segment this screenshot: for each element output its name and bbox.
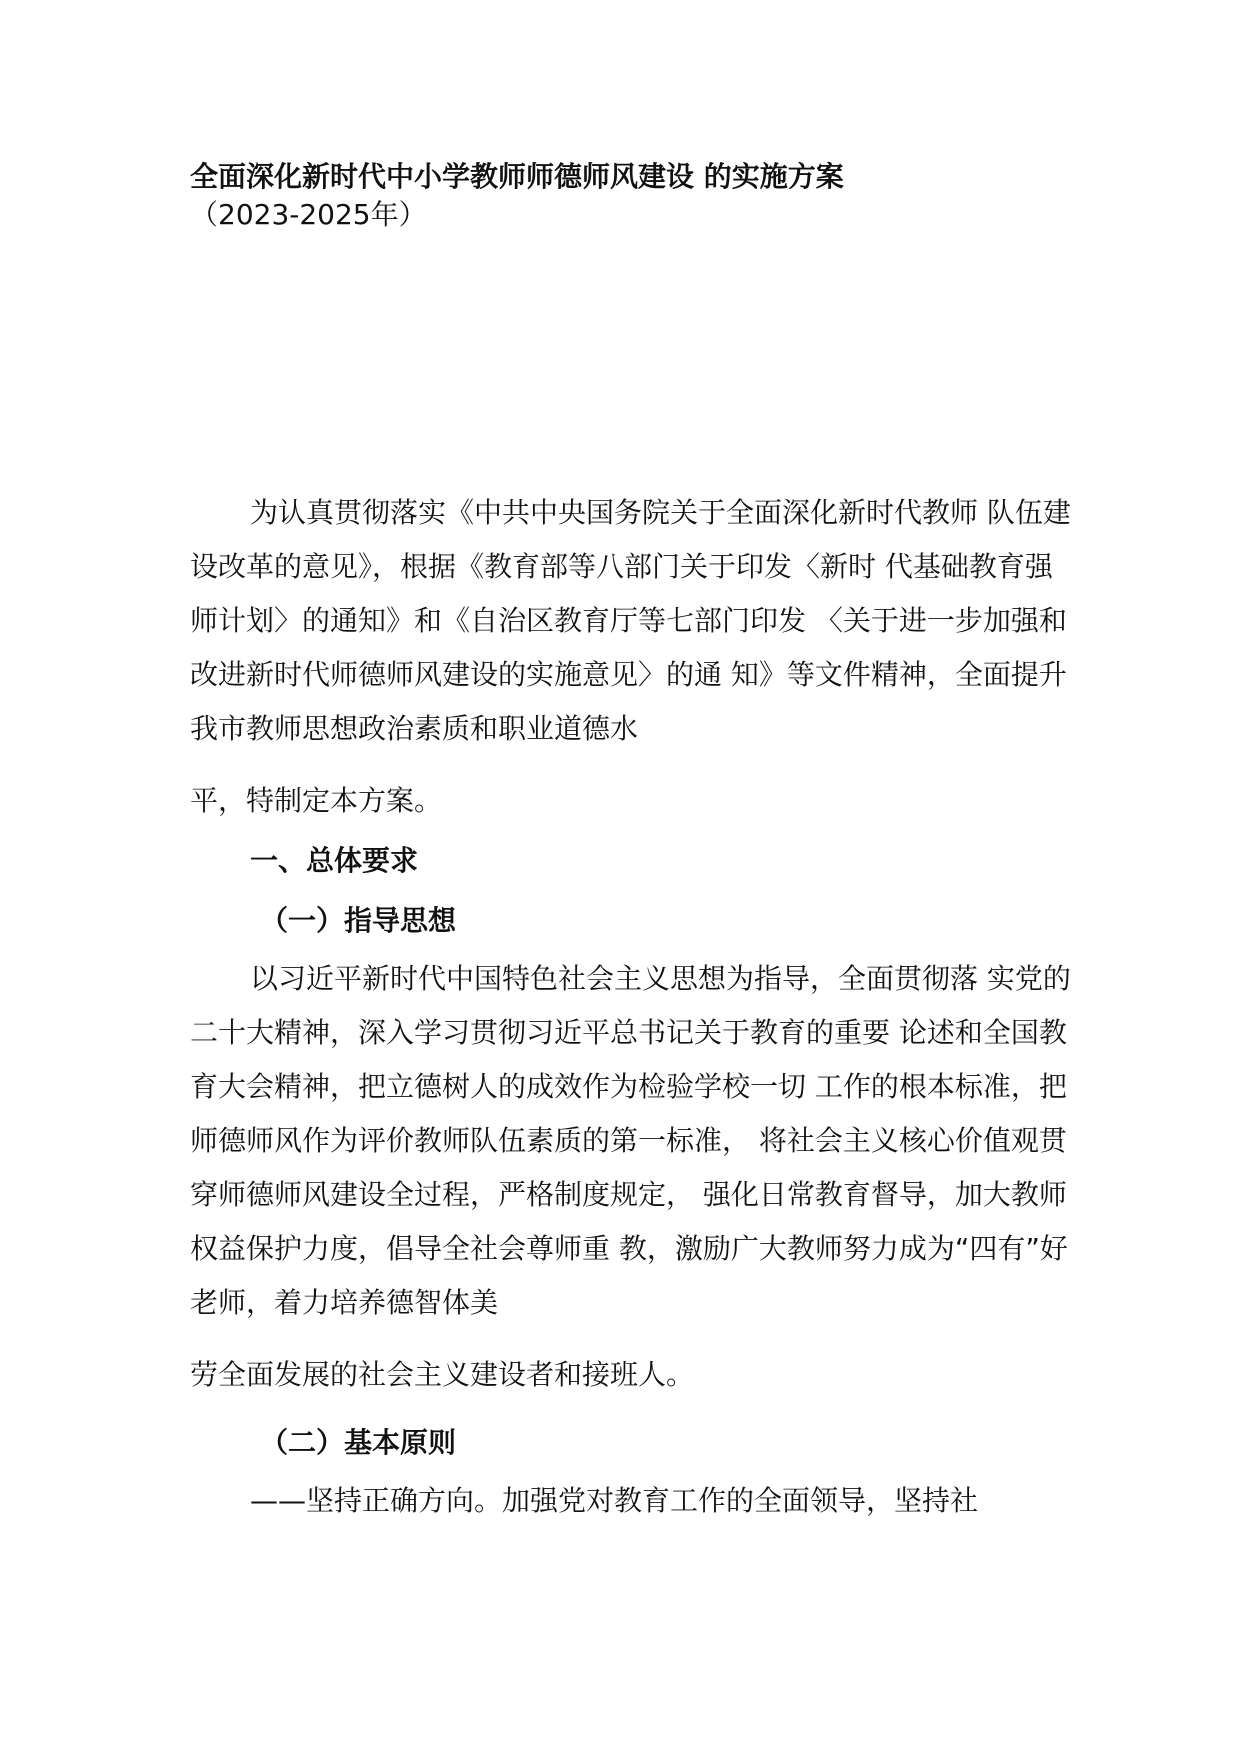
document-title-years: （2023-2025年） xyxy=(190,198,427,231)
guiding-ideology-paragraph: 以习近平新时代中国特色社会主义思想为指导，全面贯彻落 实党的二十大精神，深入学习贯彻习近平总书记关于教育的重要 论述和全国教育大会精神，把立德树人的成效作为检验学校一切 工作的根本标准，把师德师风作为评价教师队伍素质的第一标准， 将社会主义核心价值观贯穿师德师风建设全过程，严格制度规定， 强化日常教育督导，加大教师权益保护力度，倡导全社会尊师重 教，激励广大教师努力成为“四有”好老师，着力培养德智体美 xyxy=(190,962,1071,1319)
intro-paragraph: 为认真贯彻落实《中共中央国务院关于全面深化新时代教师 队伍建设改革的意见》，根据《教育部等八部门关于印发〈新时 代基础教育强师计划〉的通知》和《自治区教育厅等七部门印发 〈关于进一步加强和改进新时代师德师风建设的实施意见〉的通 知》等文件精神，全面提升我市教师思想政治素质和职业道德水 xyxy=(190,496,1071,745)
subsection-heading-basic-principles: （二）基本原则 xyxy=(260,1426,457,1459)
section-heading-general-requirements: 一、总体要求 xyxy=(250,844,419,877)
subsection-heading-guiding-ideology: （一）指导思想 xyxy=(260,904,457,937)
document-title-main: 全面深化新时代中小学教师师德师风建设 的实施方案 xyxy=(190,160,844,193)
document-title xyxy=(190,158,1070,234)
intro-paragraph-tail: 平，特制定本方案。 xyxy=(190,784,443,817)
guiding-ideology-paragraph-tail: 劳全面发展的社会主义建设者和接班人。 xyxy=(190,1358,695,1391)
principle-paragraph: ——坚持正确方向。加强党对教育工作的全面领导，坚持社 xyxy=(250,1484,979,1517)
